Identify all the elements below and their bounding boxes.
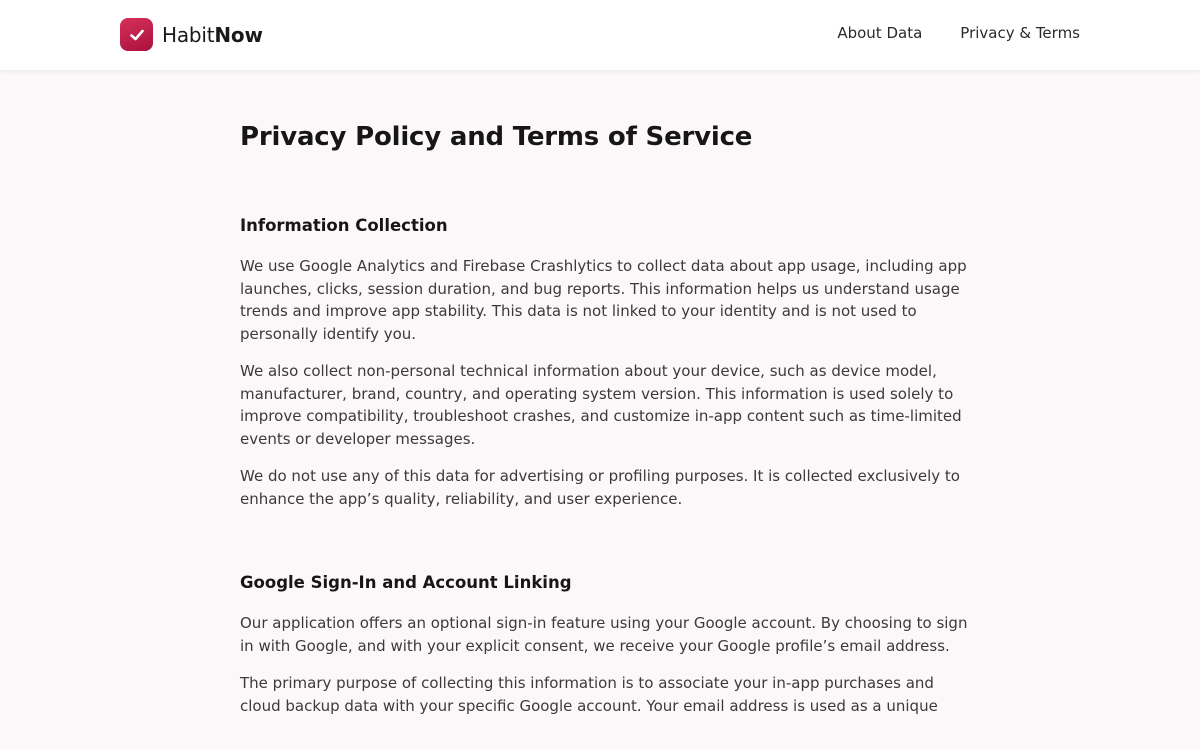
brand-name xyxy=(162,23,263,47)
section-google-sign-in xyxy=(240,573,970,717)
top-nav xyxy=(837,24,1080,42)
brand-name-light: Habit xyxy=(162,22,215,47)
nav-link-privacy-terms[interactable]: Privacy & Terms xyxy=(960,24,1080,42)
brand-name-strong: Now xyxy=(214,22,263,47)
paragraph: We also collect non-personal technical information about your device, such as device model, manufacturer, brand, country, and operating system version. This information is used solely to improve compatibility, troubleshoot crashes, and customize in-app content such as time-limited events or developer messages. xyxy=(240,362,962,448)
paragraph: The primary purpose of collecting this information is to associate your in-app purchases and cloud backup data with your specific Google account. Your email address is used as a unique xyxy=(240,674,938,715)
paragraph: We use Google Analytics and Firebase Crashlytics to collect data about app usage, including app launches, clicks, session duration, and bug reports. This information helps us understand usage trends and improve app stability. This data is not linked to your identity and is not used to personally identify you. xyxy=(240,257,967,343)
brand-home-link[interactable] xyxy=(120,18,263,51)
paragraph: We do not use any of this data for advertising or profiling purposes. It is collected exclusively to enhance the app’s quality, reliability, and user experience. xyxy=(240,467,960,508)
top-header xyxy=(0,0,1200,70)
section-heading: Google Sign-In and Account Linking xyxy=(240,573,572,592)
policy-content xyxy=(240,70,970,717)
habitnow-logo xyxy=(120,18,153,51)
section-information-collection xyxy=(240,216,970,510)
nav-link-about-data[interactable]: About Data xyxy=(837,24,923,42)
checkmark-icon xyxy=(128,26,146,44)
section-heading: Information Collection xyxy=(240,216,448,235)
page-title: Privacy Policy and Terms of Service xyxy=(240,122,753,152)
paragraph: Our application offers an optional sign-in feature using your Google account. By choosing to sign in with Google, and with your explicit consent, we receive your Google profile’s email address. xyxy=(240,614,968,655)
